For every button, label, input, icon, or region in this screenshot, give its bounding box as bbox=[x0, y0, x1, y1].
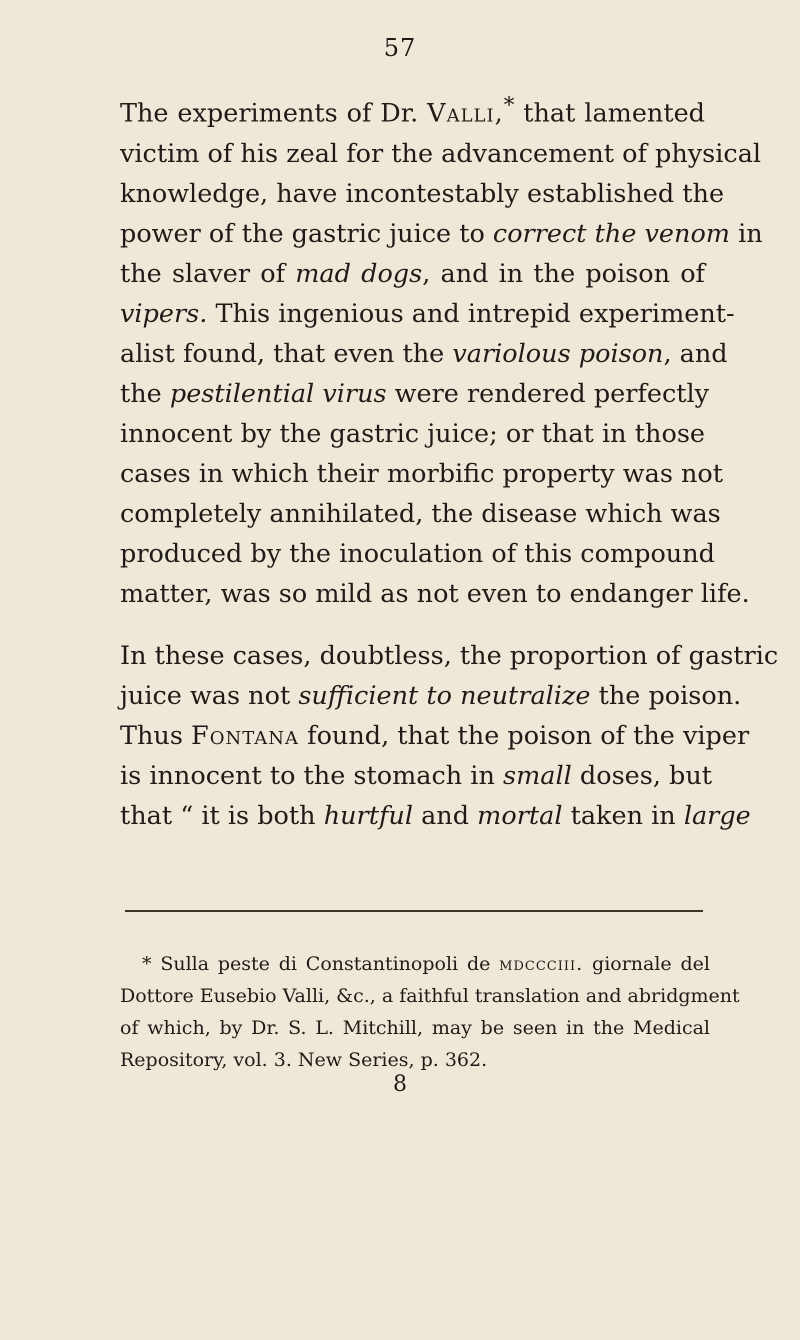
signature-mark: 8 bbox=[393, 1072, 407, 1097]
text-line: vipers. This ingenious and intrepid experiment- bbox=[120, 298, 735, 329]
text-line: Thus Fontana found, that the poison of the viper bbox=[120, 721, 750, 751]
footnote-line: of which, by Dr. S. L. Mitchill, may be seen in the Medical bbox=[120, 1017, 710, 1039]
text-line: matter, was so mild as not even to endanger life. bbox=[120, 578, 750, 609]
text-line: In these cases, doubtless, the proportion of gastric bbox=[120, 641, 779, 671]
text-line: the pestilential virus were rendered perfectly bbox=[120, 378, 710, 409]
text-line: power of the gastric juice to correct the venom in bbox=[120, 218, 763, 249]
text-line: the slaver of mad dogs, and in the poison of bbox=[120, 258, 705, 289]
footnote-line: * Sulla peste di Constantinopoli de mdccciii. giornale del bbox=[142, 953, 710, 975]
text-line: that “ it is both hurtful and mortal taken in large bbox=[120, 801, 751, 831]
footnote-line: Repository, vol. 3. New Series, p. 362. bbox=[120, 1049, 488, 1071]
main-paragraph-1 bbox=[120, 86, 763, 614]
text-line: victim of his zeal for the advancement of physical bbox=[120, 138, 762, 169]
text-line: juice was not sufficient to neutralize the poison. bbox=[120, 681, 742, 711]
text-line: knowledge, have incontestably established the bbox=[120, 178, 725, 209]
text-line: is innocent to the stomach in small doses, but bbox=[120, 761, 713, 791]
text-line: cases in which their morbific property was not bbox=[120, 458, 724, 489]
text-line: alist found, that even the variolous poison, and bbox=[120, 338, 728, 369]
text-line: produced by the inoculation of this compound bbox=[120, 538, 715, 569]
footnote-divider bbox=[125, 910, 703, 912]
footnote-line: Dottore Eusebio Valli, &c., a faithful translation and abridgment bbox=[120, 985, 740, 1007]
main-paragraph-2 bbox=[120, 636, 779, 836]
footnote bbox=[120, 948, 740, 1076]
text-line: innocent by the gastric juice; or that in those bbox=[120, 418, 705, 449]
page-number: 57 bbox=[383, 34, 417, 62]
text-line: The experiments of Dr. Valli,* that lamented bbox=[120, 93, 706, 129]
text-line: completely annihilated, the disease which was bbox=[120, 498, 721, 529]
